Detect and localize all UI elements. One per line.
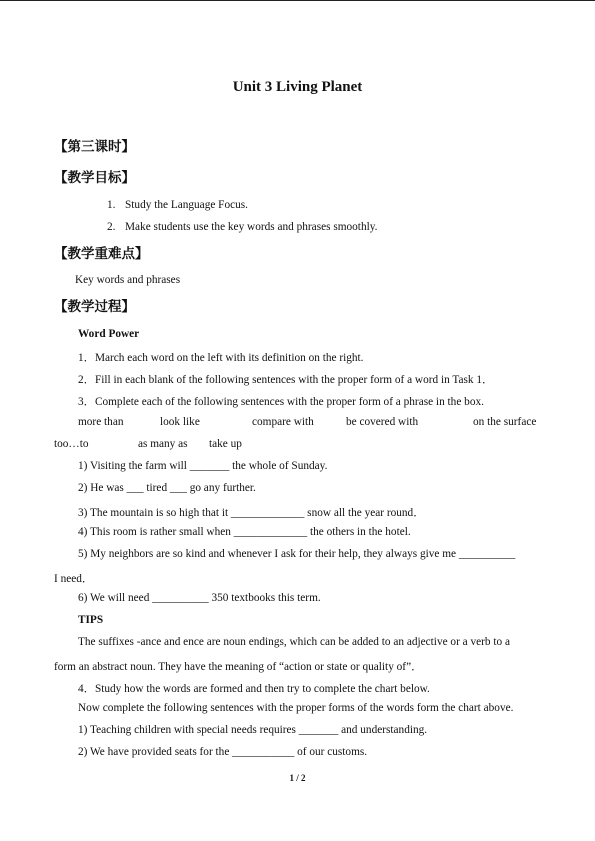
page-number: 1 / 2 (289, 773, 306, 783)
exercise-sentence: 3) The mountain is so high that it _____________ snow all the year round． (78, 507, 425, 519)
tips-text: form an abstract noun. They have the meaning of “action or state or quality of”． (54, 661, 423, 673)
exercise-sentence-continued: I need． (54, 573, 94, 585)
phrase-item: compare with (252, 416, 314, 428)
document-title: Unit 3 Living Planet (232, 79, 363, 95)
phrase-item: too…to (54, 438, 89, 450)
tips-text: The suffixes -ance and ence are noun endings, which can be added to an adjective or a verb to a (78, 636, 511, 648)
top-rule (0, 0, 595, 1)
exercise-sentence: 4) This room is rather small when _____________ the others in the hotel. (78, 526, 411, 538)
phrase-item: be covered with (346, 416, 419, 428)
exercise-sentence: 6) We will need __________ 350 textbooks this term. (78, 592, 321, 604)
objective-item: 1. Study the Language Focus. (107, 199, 248, 211)
phrase-item: on the surface (473, 416, 537, 428)
phrase-item: as many as (138, 438, 188, 450)
tips-label: TIPS (78, 614, 104, 626)
task-3: 3．Complete each of the following sentences with the proper form of a phrase in the box. (78, 396, 484, 408)
exercise-sentence: 2) He was ___ tired ___ go any further. (78, 482, 256, 494)
key-points-text: Key words and phrases (75, 274, 181, 286)
exercise-sentence: 1) Visiting the farm will _______ the whole of Sunday. (78, 460, 328, 472)
exercise-sentence: 5) My neighbors are so kind and whenever I ask for their help, they always give me __________ (78, 548, 516, 560)
section-heading-objectives: 【教学目标】 (54, 170, 135, 186)
phrase-item: take up (209, 438, 242, 450)
exercise-sentence: 1) Teaching children with special needs requires _______ and understanding. (78, 724, 428, 736)
section-heading-process: 【教学过程】 (54, 299, 135, 315)
word-power-label: Word Power (78, 328, 140, 340)
section-heading-lesson: 【第三课时】 (54, 139, 135, 155)
section-heading-key-points: 【教学重难点】 (54, 246, 149, 262)
exercise-sentence: 2) We have provided seats for the ___________ of our customs. (78, 746, 368, 758)
objective-item: 2. Make students use the key words and phrases smoothly. (107, 221, 378, 233)
task-4-intro: Now complete the following sentences with the proper forms of the words form the chart above. (78, 702, 514, 714)
phrase-item: more than (78, 416, 124, 428)
task-2: 2．Fill in each blank of the following sentences with the proper form of a word in Task 1． (78, 374, 494, 386)
task-1: 1．March each word on the left with its definition on the right. (78, 352, 364, 364)
phrase-item: look like (160, 416, 200, 428)
task-4: 4．Study how the words are formed and then try to complete the chart below. (78, 683, 430, 695)
